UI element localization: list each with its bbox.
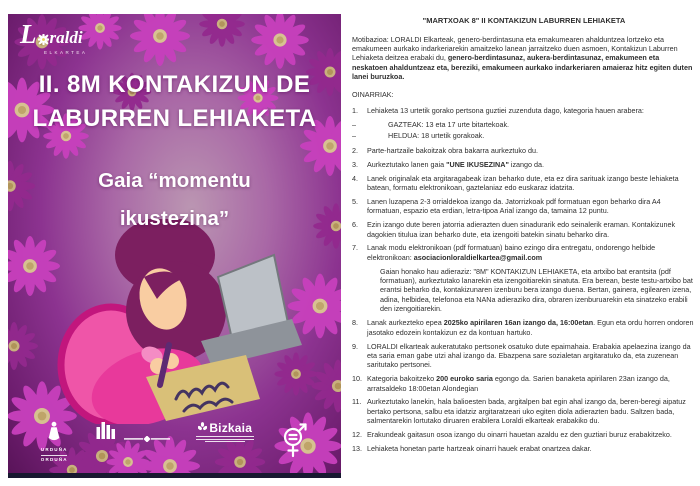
rule-text-bold: "UNE IKUSEZINA" (446, 159, 509, 169)
poster-theme (8, 162, 341, 238)
contact-email: asociacionloraldielkartea@gmail.com (413, 252, 543, 262)
rule-text-part: Kategoria bakoitzeko (367, 374, 437, 384)
rule-item-3 (352, 160, 696, 169)
rule-number: 13. (352, 443, 362, 453)
rule-number: 1. (352, 105, 358, 115)
bizkaia-logo (196, 421, 254, 444)
loraldi-letter-l: L (20, 19, 37, 49)
poster-title-line2: LABURREN LEHIAKETA (32, 104, 317, 132)
bizkaia-mark-icon (198, 422, 207, 433)
rule-text: GAZTEAK: 13 eta 17 urte bitartekoak. (388, 119, 510, 129)
deadline-text: 2025ko apirilaren 16an izango da, 16:00etan (443, 318, 594, 328)
rule-number: 8. (352, 318, 358, 328)
bizkaia-label: Bizkaia (209, 420, 253, 435)
motivation-text: Motibazioa: LORALDI Elkarteak, genero-berdintasuna eta emakumearen ahalduntzea lortzeko eta emakumeen aurkako indarkeriarekin amaitzeko lanean jarraitzeko duen asmoen, Kontakizun Laburren Lehiaketa deitzea erabaki du, (352, 34, 678, 63)
contest-poster (8, 14, 341, 478)
writer-illustration (8, 219, 341, 424)
rule-text-part: izango da. (508, 159, 545, 169)
rule-text (367, 374, 696, 393)
rule-item-5 (352, 197, 696, 216)
rule-text: Ezin izango dute beren jatorria adierazten duen sinadurarik edo seinalerik eraman. Kontakizunek dagokien titulua izan beharko dute, eta izengoiti batekin sinatu beharko dira. (367, 220, 676, 239)
rule-item-6 (352, 220, 696, 239)
udala-bars-icon (94, 421, 120, 442)
rule-text-part: egongo da. Sarien banaketa apirilaren 23an izango da, arratsaldeko 18:00etan Alondegian (367, 374, 670, 393)
section-heading: OINARRIAK: (352, 89, 394, 99)
rule-number: 12. (352, 429, 362, 439)
rule-number: 11. (352, 397, 362, 407)
loraldi-subtitle: ELKARTEA (44, 50, 88, 55)
rule-text: LORALDI elkarteak aukeratutako pertsonek osatuko dute epaimahaia. Erabakia apelaezina izango da eta saria eman gabe utzi ahal izango da. Ebazpena sare sozialetan argitaratuko da, eta zuzenean saritutako pertsonei. (367, 341, 691, 370)
gender-equality-icon (280, 421, 308, 464)
rule-text: Lanek originalak eta argitaragabeak izan beharko dute, eta ez dira sarituak izango beste lehiaketa batean, formatu elektronikoan, gaztelaniaz edo euskaraz idatzita. (367, 173, 679, 193)
orduna-logo (41, 421, 68, 465)
rule-item-10 (352, 374, 696, 393)
prize-text: 200 euroko saria (436, 374, 493, 384)
bizkaia-subline (205, 441, 245, 442)
orduna-divider (41, 455, 67, 456)
loraldi-wordmark (20, 19, 87, 49)
udala-banner-icon (124, 436, 170, 442)
loraldi-letters-rest: raldi (49, 28, 83, 47)
motivation-paragraph (352, 35, 696, 82)
rule-text-part: Aurkeztutako lanen gaia (367, 159, 447, 169)
rule-item-1-sub-2 (352, 131, 696, 140)
orduna-label-top: URDUÑA (40, 446, 68, 452)
rule-number: 7. (352, 243, 358, 253)
bizkaia-subline (196, 439, 254, 440)
udala-logo (94, 421, 170, 447)
poster-theme-line1: Gaia “momentu (98, 169, 251, 192)
rule-number: 4. (352, 173, 358, 183)
rule-item-7 (352, 243, 696, 262)
rule-item-1-sub-1 (352, 120, 696, 129)
dash-marker: – (352, 130, 356, 140)
rule-text: Aurkeztutako lanekin, hala balioesten bada, argitalpen bat egin ahal izango da, beren-beregi aipatuz bertako pertsona, salbu eta idatziz argitaratzeari uko egiten diola adierazten badu. Saltzen bada, salmentarekin lortutako diruaren erabilera Loraldi elkarteak erabakiko du. (367, 397, 686, 426)
bizkaia-subline (196, 436, 254, 437)
rule-text: Lanen luzapena 2-3 orrialdekoa izango da. Jatorrizkoak pdf formatuan egon beharko dira A4 formatuan, espazio eta erdian, letra-tipoa Arial izango da, tamaina 12 puntu. (367, 196, 661, 216)
rule-text (367, 243, 696, 262)
rule-text-part: . Egun eta ordu horren ondoren jasotako edozein kontakizun ez da kontuan hartuko. (367, 318, 694, 337)
rule-number: 10. (352, 374, 362, 384)
rule-text-part: Lanak aurkezteko epea (367, 318, 444, 328)
rule-item-4 (352, 174, 696, 193)
rule-text (367, 318, 696, 337)
rule-text: Lehiaketa 13 urtetik gorako pertsona guztiei zuzenduta dago, kategoria hauen arabera: (367, 105, 644, 115)
rule-number: 6. (352, 220, 358, 230)
flower-icon (38, 30, 49, 50)
rule-item-12 (352, 430, 696, 439)
orduna-emblem-icon (45, 421, 63, 442)
rules-title: "MARTXOAK 8" II KONTAKIZUN LABURREN LEHIAKETA (422, 16, 626, 25)
rules-document (352, 16, 696, 458)
rule-item-11 (352, 397, 696, 425)
motivation-bold-text: genero-berdintasunaz, aukera-berdintasunaz, emakumeen eta neskatoen ahalduntzeaz eta, bereziki, emakumeen aurkako indarkeriaren amaieraz hitz egiten duten lanei buruzkoa. (352, 53, 693, 82)
rule-item-13 (352, 444, 696, 453)
poster-title-line1: II. 8M KONTAKIZUN DE (38, 71, 311, 98)
rule-text: HELDUA: 18 urtetik gorakoak. (388, 130, 485, 140)
orduna-label-bottom: ORDUÑA (40, 457, 68, 463)
dash-marker: – (352, 119, 356, 129)
rule-text (367, 160, 696, 169)
rule-text: Parte-hartzaile bakoitzak obra bakarra aurkeztuko du. (367, 145, 538, 155)
poster-title (8, 68, 341, 135)
rule-item-7-detail: Gaian honako hau adieraziz: "8M" KONTAKIZUN LEHIAKETA, eta artxibo bat erantsita (pdf formatuan), aurkeztutako lanarekin eta izengoitiarekin sinatuta. Era berean, beste testu-artxibo bat erantsi beharko da, kontakizunaren izenburu bera izango duena. Bertan, gainera, egilearen izena, adina, helbidea, telefonoa eta NANa adieraziko dira, obraren izenburuarekin eta sinatzeko erabili den izengoitiarekin. (380, 266, 693, 314)
rule-text: Lehiaketa honetan parte hartzeak oinarri hauek erabat onartzea dakar. (367, 443, 592, 453)
rule-text-part: Lanak modu elektronikoan (pdf formatuan) baino ezingo dira entregatu, ondorengo helbide elektronikoan: (367, 243, 656, 262)
rule-item-8 (352, 318, 696, 337)
rule-item-1 (352, 106, 696, 115)
sponsor-logos (8, 421, 341, 465)
rule-item-2 (352, 146, 696, 155)
rule-item-9 (352, 342, 696, 370)
poster-theme-line2: ikustezina” (119, 206, 230, 230)
rule-number: 5. (352, 196, 358, 206)
rule-text: Erakundeak gaitasun osoa izango du oinarri hauetan azaldu ez den guztiari buruz erabakitzeko. (367, 429, 672, 439)
rule-number: 2. (352, 145, 358, 155)
loraldi-logo (20, 19, 88, 55)
rule-number: 9. (352, 341, 358, 351)
rule-number: 3. (352, 159, 358, 169)
